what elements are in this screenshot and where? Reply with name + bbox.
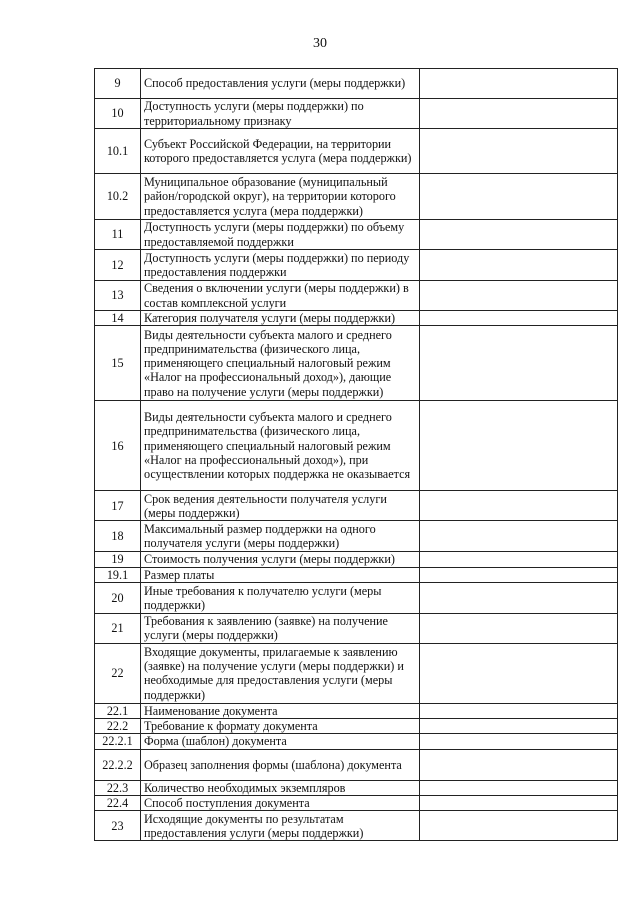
- row-value[interactable]: [420, 567, 618, 582]
- row-number: 16: [95, 401, 141, 491]
- row-name: Требование к формату документа: [141, 719, 420, 734]
- table-row: [95, 582, 618, 613]
- row-number: 9: [95, 69, 141, 99]
- row-value[interactable]: [420, 582, 618, 613]
- table-row: [95, 552, 618, 567]
- table-row: [95, 719, 618, 734]
- table-row: [95, 250, 618, 281]
- table-row: [95, 491, 618, 521]
- row-number: 17: [95, 491, 141, 521]
- row-number: 22.2.1: [95, 734, 141, 749]
- row-name: Муниципальное образование (муниципальный район/городской округ), на территории которого предоставляется услуга (мера поддержки): [141, 174, 420, 220]
- row-name: Иные требования к получателю услуги (меры поддержки): [141, 582, 420, 613]
- row-name: Размер платы: [141, 567, 420, 582]
- row-name: Категория получателя услуги (меры поддержки): [141, 311, 420, 326]
- row-name: Форма (шаблон) документа: [141, 734, 420, 749]
- row-number: 18: [95, 521, 141, 552]
- row-value[interactable]: [420, 491, 618, 521]
- row-number: 13: [95, 281, 141, 311]
- row-number: 19: [95, 552, 141, 567]
- row-number: 22.2.2: [95, 749, 141, 780]
- row-number: 22.4: [95, 796, 141, 811]
- row-name: Срок ведения деятельности получателя услуги (меры поддержки): [141, 491, 420, 521]
- row-value[interactable]: [420, 552, 618, 567]
- row-number: 10.2: [95, 174, 141, 220]
- services-table: [94, 68, 618, 841]
- row-name: Максимальный размер поддержки на одного получателя услуги (меры поддержки): [141, 521, 420, 552]
- page-number: 30: [313, 36, 327, 51]
- row-name: Доступность услуги (меры поддержки) по объему предоставляемой поддержки: [141, 220, 420, 250]
- row-name: Количество необходимых экземпляров: [141, 780, 420, 795]
- row-name: Виды деятельности субъекта малого и среднего предпринимательства (физического лица, применяющего специальный налоговый режим «Налог на профессиональный доход»), при осуществлении которых поддержка не оказывается: [141, 401, 420, 491]
- row-number: 22.3: [95, 780, 141, 795]
- row-number: 10: [95, 99, 141, 129]
- table-row: [95, 69, 618, 99]
- row-number: 23: [95, 811, 141, 841]
- table-row: [95, 99, 618, 129]
- row-name: Исходящие документы по результатам предоставления услуги (меры поддержки): [141, 811, 420, 841]
- row-name: Сведения о включении услуги (меры поддержки) в состав комплексной услуги: [141, 281, 420, 311]
- table-row: [95, 567, 618, 582]
- row-number: 19.1: [95, 567, 141, 582]
- row-value[interactable]: [420, 749, 618, 780]
- row-number: 22.2: [95, 719, 141, 734]
- row-value[interactable]: [420, 69, 618, 99]
- row-value[interactable]: [420, 703, 618, 718]
- row-name: Доступность услуги (меры поддержки) по территориальному признаку: [141, 99, 420, 129]
- row-name: Стоимость получения услуги (меры поддержки): [141, 552, 420, 567]
- table-row: [95, 281, 618, 311]
- row-value[interactable]: [420, 719, 618, 734]
- row-value[interactable]: [420, 174, 618, 220]
- row-number: 15: [95, 326, 141, 401]
- table-row: [95, 703, 618, 718]
- row-number: 11: [95, 220, 141, 250]
- row-number: 21: [95, 613, 141, 643]
- row-number: 22.1: [95, 703, 141, 718]
- row-value[interactable]: [420, 734, 618, 749]
- row-value[interactable]: [420, 99, 618, 129]
- row-value[interactable]: [420, 129, 618, 174]
- row-number: 20: [95, 582, 141, 613]
- row-value[interactable]: [420, 311, 618, 326]
- table-row: [95, 311, 618, 326]
- row-value[interactable]: [420, 613, 618, 643]
- table-row: [95, 780, 618, 795]
- row-number: 12: [95, 250, 141, 281]
- table-row: [95, 796, 618, 811]
- row-number: 22: [95, 643, 141, 703]
- table-row: [95, 174, 618, 220]
- table-row: [95, 613, 618, 643]
- row-number: 10.1: [95, 129, 141, 174]
- table-row: [95, 326, 618, 401]
- table-row: [95, 129, 618, 174]
- row-name: Наименование документа: [141, 703, 420, 718]
- row-number: 14: [95, 311, 141, 326]
- row-name: Виды деятельности субъекта малого и среднего предпринимательства (физического лица, применяющего специальный налоговый режим «Налог на профессиональный доход»), дающие право на получение услуги (меры поддержки): [141, 326, 420, 401]
- row-value[interactable]: [420, 643, 618, 703]
- row-name: Входящие документы, прилагаемые к заявлению (заявке) на получение услуги (меры поддержки) и необходимые для предоставления услуги (меры поддержки): [141, 643, 420, 703]
- services-table-body: [95, 69, 618, 841]
- row-value[interactable]: [420, 401, 618, 491]
- table-row: [95, 220, 618, 250]
- table-row: [95, 643, 618, 703]
- row-value[interactable]: [420, 250, 618, 281]
- row-name: Способ предоставления услуги (меры поддержки): [141, 69, 420, 99]
- row-value[interactable]: [420, 780, 618, 795]
- row-value[interactable]: [420, 811, 618, 841]
- row-name: Образец заполнения формы (шаблона) документа: [141, 749, 420, 780]
- row-name: Субъект Российской Федерации, на территории которого предоставляется услуга (мера поддержки): [141, 129, 420, 174]
- table-row: [95, 521, 618, 552]
- table-row: [95, 734, 618, 749]
- row-value[interactable]: [420, 326, 618, 401]
- row-value[interactable]: [420, 796, 618, 811]
- table-row: [95, 749, 618, 780]
- table-row: [95, 811, 618, 841]
- row-name: Доступность услуги (меры поддержки) по периоду предоставления поддержки: [141, 250, 420, 281]
- row-value[interactable]: [420, 521, 618, 552]
- table-row: [95, 401, 618, 491]
- row-value[interactable]: [420, 281, 618, 311]
- row-value[interactable]: [420, 220, 618, 250]
- row-name: Требования к заявлению (заявке) на получение услуги (меры поддержки): [141, 613, 420, 643]
- row-name: Способ поступления документа: [141, 796, 420, 811]
